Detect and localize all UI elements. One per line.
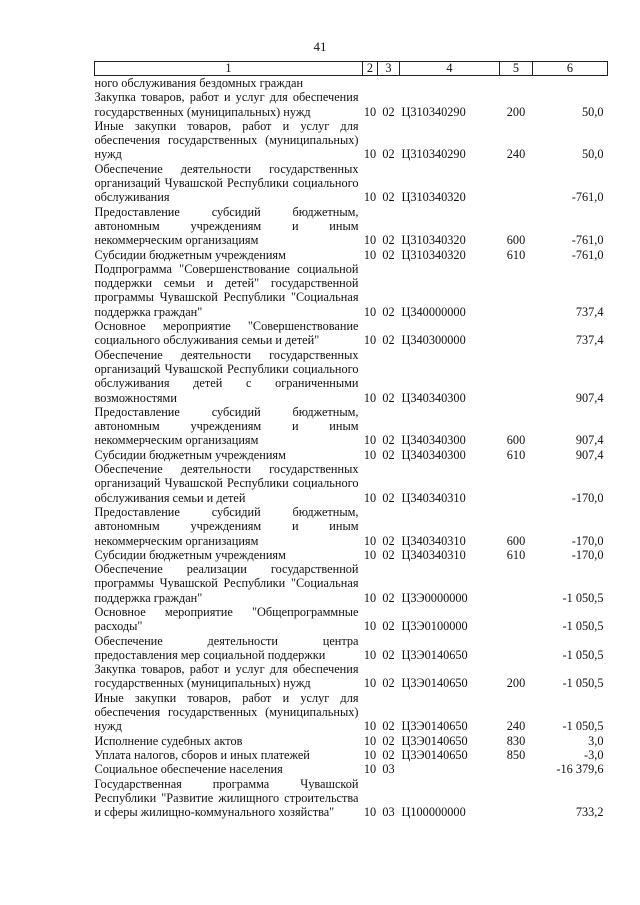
row-section: 10 — [363, 619, 377, 634]
row-subsection: 02 — [382, 733, 395, 748]
row-section: 10 — [363, 590, 377, 605]
row-amount: 907,4 — [575, 390, 604, 405]
row-target-article: Ц340340310 — [401, 547, 466, 562]
row-section: 10 — [363, 676, 377, 691]
row-target-article: Ц3Э0140650 — [401, 733, 468, 748]
row-expense-type: 200 — [506, 104, 526, 119]
table-row — [95, 119, 608, 162]
row-target-article: Ц340340310 — [401, 533, 466, 548]
row-expense-type — [500, 634, 533, 663]
row-expense-type — [500, 762, 533, 776]
table-header-row — [95, 62, 608, 76]
row-section: 10 — [363, 490, 377, 505]
table-row — [95, 505, 608, 548]
row-section — [363, 76, 378, 91]
header-col-amount: 6 — [533, 62, 608, 76]
row-expense-type — [500, 462, 533, 505]
row-amount: -1 050,5 — [562, 619, 604, 634]
row-subsection: 02 — [382, 104, 395, 119]
row-section: 10 — [363, 304, 377, 319]
row-name: Закупка товаров, работ и услуг для обеспечения государственных (муниципальных) нужд — [94, 662, 359, 691]
row-section: 10 — [363, 390, 377, 405]
row-subsection: 02 — [382, 333, 395, 348]
row-target-article: Ц310340320 — [401, 190, 466, 205]
row-expense-type — [500, 605, 533, 634]
row-target-article: Ц3Э0140650 — [401, 676, 468, 691]
row-section: 10 — [363, 733, 377, 748]
table-row — [95, 662, 608, 691]
row-section: 10 — [363, 447, 377, 462]
table-row — [95, 762, 608, 776]
row-expense-type: 600 — [506, 533, 526, 548]
table-row — [95, 691, 608, 734]
row-subsection: 02 — [382, 619, 395, 634]
row-expense-type — [500, 76, 533, 91]
row-subsection: 02 — [382, 390, 395, 405]
table-row — [95, 748, 608, 762]
row-target-article: Ц100000000 — [401, 805, 466, 820]
table-row — [95, 462, 608, 505]
row-target-article: Ц340340300 — [401, 447, 466, 462]
row-section: 10 — [363, 104, 377, 119]
row-name: Подпрограмма "Совершенствование социальной поддержки семьи и детей" государственной программы Чувашской Республики "Социальная поддержка граждан" — [94, 261, 359, 319]
table-row — [95, 605, 608, 634]
row-target-article: Ц340000000 — [401, 304, 466, 319]
row-section: 10 — [363, 719, 377, 734]
page-number: 41 — [313, 39, 327, 54]
row-amount: -761,0 — [571, 233, 604, 248]
row-name: Основное мероприятие "Совершенствование социального обслуживания семьи и детей" — [94, 319, 359, 348]
row-amount: -761,0 — [571, 247, 604, 262]
row-expense-type: 200 — [506, 676, 526, 691]
row-expense-type: 610 — [506, 447, 526, 462]
table-row — [95, 777, 608, 820]
row-amount: -761,0 — [571, 190, 604, 205]
table-row — [95, 319, 608, 348]
header-col-expense-type: 5 — [500, 62, 533, 76]
row-subsection: 02 — [382, 190, 395, 205]
row-subsection: 02 — [382, 747, 395, 762]
row-section: 10 — [363, 333, 377, 348]
header-col-name: 1 — [95, 62, 363, 76]
table-row — [95, 162, 608, 205]
row-subsection: 02 — [382, 590, 395, 605]
row-expense-type: 600 — [506, 433, 526, 448]
table-row — [95, 262, 608, 319]
row-amount: -170,0 — [571, 547, 604, 562]
row-subsection: 02 — [382, 304, 395, 319]
budget-table — [94, 61, 608, 819]
row-target-article: Ц3Э0000000 — [401, 590, 468, 605]
header-col-target-article: 4 — [400, 62, 500, 76]
row-target-article: Ц340340310 — [401, 490, 466, 505]
row-section: 10 — [363, 547, 377, 562]
row-name: Закупка товаров, работ и услуг для обеспечения государственных (муниципальных) нужд — [94, 90, 359, 119]
row-section: 10 — [363, 762, 377, 777]
header-col-subsection: 3 — [378, 62, 400, 76]
row-name: Субсидии бюджетным учреждениям — [94, 447, 286, 462]
row-expense-type — [500, 777, 533, 820]
row-expense-type: 610 — [506, 547, 526, 562]
row-amount: 3,0 — [588, 733, 604, 748]
table-row — [95, 448, 608, 462]
row-amount: -1 050,5 — [562, 676, 604, 691]
row-name: Предоставление субсидий бюджетным, автономным учреждениям и иным некоммерческим организациям — [94, 404, 359, 448]
row-subsection: 02 — [382, 533, 395, 548]
row-subsection: 02 — [382, 647, 395, 662]
row-name: ного обслуживания бездомных граждан — [94, 76, 304, 90]
table-row — [95, 90, 608, 119]
row-amount: -170,0 — [571, 533, 604, 548]
table-row — [95, 734, 608, 748]
row-name: Уплата налогов, сборов и иных платежей — [94, 747, 310, 762]
row-amount: 50,0 — [581, 147, 604, 162]
row-target-article: Ц310340320 — [401, 233, 466, 248]
row-target-article: Ц340340300 — [401, 390, 466, 405]
row-amount: -3,0 — [584, 747, 604, 762]
table-row — [95, 348, 608, 405]
row-target-article: Ц3Э0140650 — [401, 647, 468, 662]
row-section: 10 — [363, 233, 377, 248]
row-subsection: 02 — [382, 147, 395, 162]
table-body — [95, 76, 608, 820]
table-row — [95, 562, 608, 605]
row-amount: -170,0 — [571, 490, 604, 505]
row-section: 10 — [363, 147, 377, 162]
row-name: Обеспечение реализации государственной программы Чувашской Республики "Социальная поддержка граждан" — [94, 562, 359, 605]
row-name: Предоставление субсидий бюджетным, автономным учреждениям и иным некоммерческим организациям — [94, 504, 359, 548]
row-expense-type — [500, 562, 533, 605]
table-row — [95, 548, 608, 562]
row-amount: 737,4 — [575, 333, 604, 348]
row-expense-type: 240 — [506, 719, 526, 734]
row-section: 10 — [363, 247, 377, 262]
row-amount: -16 379,6 — [556, 762, 604, 777]
row-amount: -1 050,5 — [562, 719, 604, 734]
row-expense-type — [500, 348, 533, 405]
row-name: Государственная программа Чувашской Республики "Развитие жилищного строительства и сферы жилищно-коммунального хозяйства" — [94, 776, 359, 820]
row-amount — [533, 76, 608, 91]
row-target-article: Ц310340290 — [401, 104, 466, 119]
row-subsection: 02 — [382, 233, 395, 248]
row-name: Иные закупки товаров, работ и услуг для обеспечения государственных (муниципальных) нужд — [94, 690, 359, 734]
row-subsection: 03 — [382, 805, 395, 820]
table-row — [95, 405, 608, 448]
header-col-section: 2 — [363, 62, 378, 76]
row-expense-type: 600 — [506, 233, 526, 248]
row-amount: 737,4 — [575, 304, 604, 319]
row-subsection: 02 — [382, 490, 395, 505]
row-expense-type — [500, 262, 533, 319]
row-name: Обеспечение деятельности государственных организаций Чувашской Республики социального обслуживания — [94, 161, 359, 205]
row-expense-type: 850 — [506, 747, 526, 762]
row-expense-type — [500, 319, 533, 348]
row-name: Социальное обеспечение населения — [94, 762, 283, 777]
row-amount: 907,4 — [575, 447, 604, 462]
row-subsection: 02 — [382, 447, 395, 462]
row-section: 10 — [363, 805, 377, 820]
row-subsection: 03 — [382, 762, 395, 777]
row-subsection: 02 — [382, 547, 395, 562]
row-name: Обеспечение деятельности государственных организаций Чувашской Республики социального обслуживания семьи и детей — [94, 462, 359, 505]
row-target-article: Ц3Э0100000 — [401, 619, 468, 634]
row-target-article — [400, 762, 500, 776]
row-name: Предоставление субсидий бюджетным, автономным учреждениям и иным некоммерческим организациям — [94, 204, 359, 248]
row-section: 10 — [363, 190, 377, 205]
row-name: Исполнение судебных актов — [94, 733, 243, 748]
table-row — [95, 634, 608, 663]
row-name: Основное мероприятие "Общепрограммные расходы" — [94, 604, 359, 634]
table-row — [95, 205, 608, 248]
row-target-article: Ц340340300 — [401, 433, 466, 448]
row-name: Субсидии бюджетным учреждениям — [94, 247, 286, 262]
row-amount: -1 050,5 — [562, 590, 604, 605]
row-expense-type: 240 — [506, 147, 526, 162]
table-row — [95, 248, 608, 262]
row-target-article: Ц310340320 — [401, 247, 466, 262]
row-target-article: Ц3Э0140650 — [401, 719, 468, 734]
table-row — [95, 76, 608, 91]
row-section: 10 — [363, 433, 377, 448]
row-name: Иные закупки товаров, работ и услуг для обеспечения государственных (муниципальных) нужд — [94, 118, 359, 162]
row-section: 10 — [363, 647, 377, 662]
row-expense-type — [500, 162, 533, 205]
row-expense-type: 610 — [506, 247, 526, 262]
row-target-article: Ц340300000 — [401, 333, 466, 348]
row-expense-type: 830 — [506, 733, 526, 748]
row-section: 10 — [363, 533, 377, 548]
row-section: 10 — [363, 747, 377, 762]
row-subsection: 02 — [382, 676, 395, 691]
row-target-article — [400, 76, 500, 91]
row-amount: 50,0 — [581, 104, 604, 119]
row-subsection: 02 — [382, 719, 395, 734]
row-amount: -1 050,5 — [562, 647, 604, 662]
row-name: Субсидии бюджетным учреждениям — [94, 547, 286, 562]
row-amount: 733,2 — [575, 805, 604, 820]
row-target-article: Ц310340290 — [401, 147, 466, 162]
row-subsection — [378, 76, 400, 91]
row-target-article: Ц3Э0140650 — [401, 747, 468, 762]
row-subsection: 02 — [382, 433, 395, 448]
row-amount: 907,4 — [575, 433, 604, 448]
row-name: Обеспечение деятельности государственных организаций Чувашской Республики социального обслуживания детей с ограниченными возможностями — [94, 347, 359, 405]
row-name: Обеспечение деятельности центра предоставления мер социальной поддержки — [94, 633, 359, 662]
row-subsection: 02 — [382, 247, 395, 262]
